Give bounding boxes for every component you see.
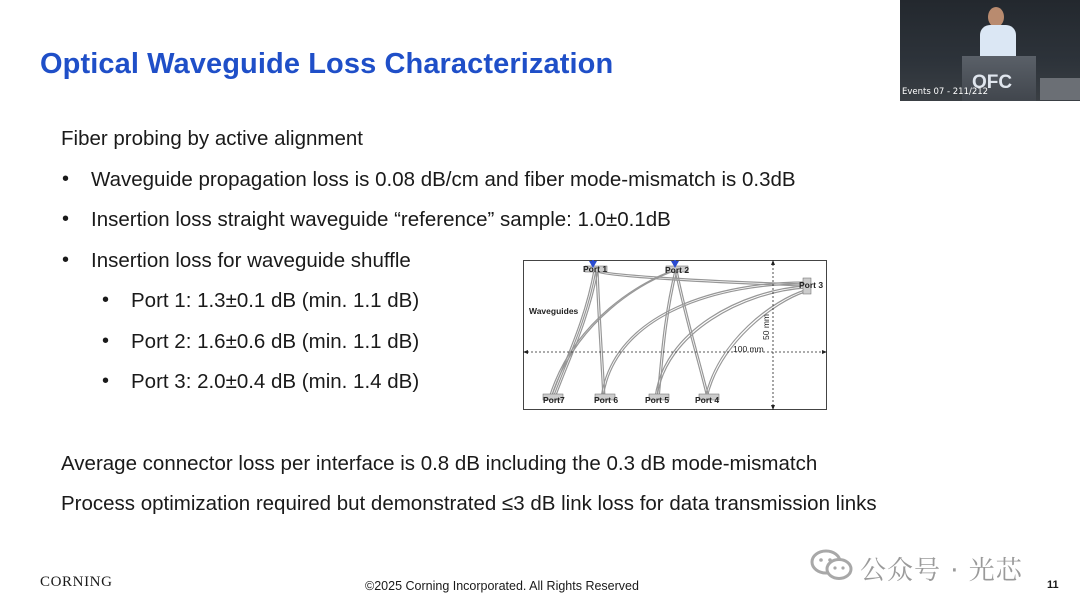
- label-port-5: Port 5: [645, 395, 670, 405]
- label-port-6: Port 6: [594, 395, 619, 405]
- bullet-marker: •: [62, 249, 70, 271]
- summary-text: Average connector loss per interface is 0.8 dB including the 0.3 dB mode-mismatch: [61, 452, 818, 475]
- sub-bullet-text: Port 2: 1.6±0.6 dB (min. 1.1 dB): [131, 330, 420, 353]
- label-waveguides: Waveguides: [529, 306, 579, 316]
- bullet-text: Insertion loss straight waveguide “reference” sample: 1.0±0.1dB: [91, 208, 671, 231]
- sub-bullet-marker: •: [102, 289, 110, 311]
- label-port-7: Port7: [543, 395, 565, 405]
- video-caption: Events 07 - 211/212: [902, 87, 989, 97]
- bullet-text: Insertion loss for waveguide shuffle: [91, 249, 411, 272]
- summary-text: Process optimization required but demonstrated ≤3 dB link loss for data transmission links: [61, 492, 877, 515]
- bullet-marker: •: [62, 168, 70, 190]
- label-port-1: Port 1: [583, 264, 608, 274]
- video-logo: OFC: [972, 72, 1013, 93]
- watermark-text: 公众号 · 光芯: [860, 556, 1023, 586]
- intro-text: Fiber probing by active alignment: [61, 127, 363, 150]
- sub-bullet-text: Port 1: 1.3±0.1 dB (min. 1.1 dB): [131, 289, 420, 312]
- label-width-dimension: 100 mm: [733, 344, 764, 354]
- watermark: [810, 546, 1050, 586]
- label-height-dimension: 50 mm: [761, 314, 771, 340]
- sub-bullet-text: Port 3: 2.0±0.4 dB (min. 1.4 dB): [131, 370, 420, 393]
- copyright-text: ©2025 Corning Incorporated. All Rights Reserved: [365, 579, 639, 593]
- video-table: [1040, 78, 1080, 100]
- speaker-video-thumbnail: [900, 0, 1080, 101]
- waveguide-shuffle-diagram: [523, 260, 827, 410]
- speaker-body: [980, 25, 1016, 59]
- bullet-text: Waveguide propagation loss is 0.08 dB/cm and fiber mode-mismatch is 0.3dB: [91, 168, 796, 191]
- company-logo: CORNING: [40, 574, 113, 590]
- label-port-3: Port 3: [799, 280, 824, 290]
- slide-title: Optical Waveguide Loss Characterization: [40, 48, 614, 80]
- sub-bullet-marker: •: [102, 370, 110, 392]
- page-number: 11: [1047, 579, 1059, 591]
- wechat-icon: [810, 548, 854, 582]
- label-port-2: Port 2: [665, 265, 690, 275]
- sub-bullet-marker: •: [102, 330, 110, 352]
- bullet-marker: •: [62, 208, 70, 230]
- speaker-head: [988, 7, 1004, 27]
- label-port-4: Port 4: [695, 395, 720, 405]
